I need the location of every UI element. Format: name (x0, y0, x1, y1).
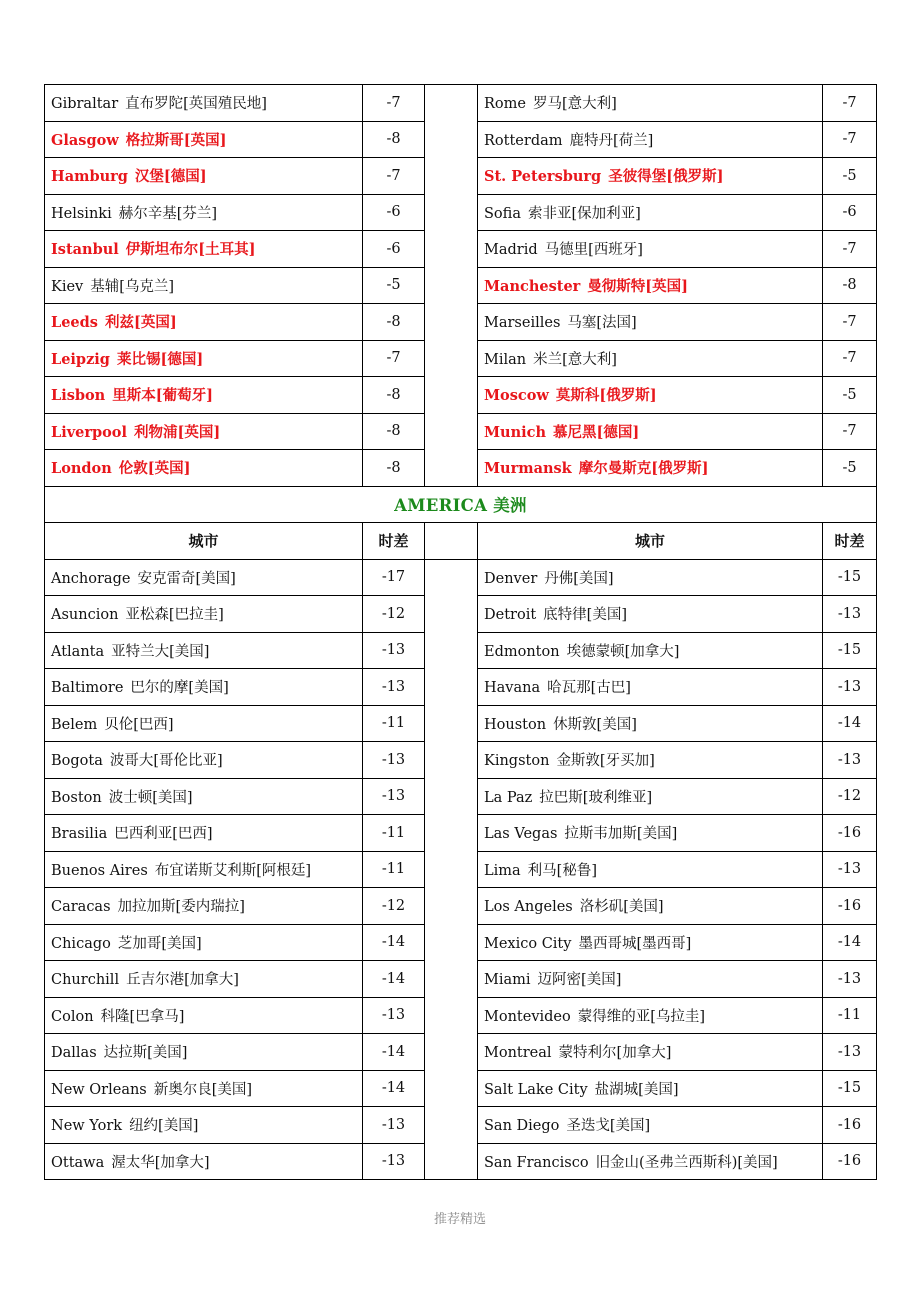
time-diff-right: -13 (823, 742, 877, 779)
table-row (45, 961, 877, 998)
table-row (45, 559, 877, 596)
city-name-en: Havana (484, 680, 541, 697)
time-diff-left: -13 (363, 778, 425, 815)
city-cell-right (478, 377, 823, 414)
city-name-cn: 米兰[意大利] (533, 351, 617, 368)
city-name-cn: 莱比锡[德国] (116, 350, 204, 368)
spacer-cell (425, 997, 478, 1034)
city-name-en: Atlanta (51, 643, 105, 660)
city-cell-left (45, 194, 363, 231)
city-name-cn: 汉堡[德国] (134, 168, 207, 186)
time-diff-left: -13 (363, 1143, 425, 1180)
city-name-en: Hamburg (51, 168, 128, 186)
city-cell-left (45, 778, 363, 815)
city-name-en: Belem (51, 716, 98, 733)
city-name-en: Las Vegas (484, 826, 558, 843)
city-name-en: Kingston (484, 753, 550, 770)
city-name-en: Rotterdam (484, 132, 563, 149)
city-cell-right (478, 961, 823, 998)
city-name-cn: 伦敦[英国] (118, 460, 191, 478)
time-diff-left: -11 (363, 815, 425, 852)
city-name-en: Baltimore (51, 680, 124, 697)
city-cell-left (45, 231, 363, 268)
city-cell-left (45, 304, 363, 341)
spacer-cell (425, 742, 478, 779)
time-diff-right: -7 (823, 304, 877, 341)
spacer-cell (425, 815, 478, 852)
time-diff-left: -7 (363, 85, 425, 122)
time-diff-left: -8 (363, 450, 425, 487)
city-name-cn: 拉斯韦加斯[美国] (564, 826, 678, 843)
city-name-cn: 迈阿密[美国] (537, 972, 622, 989)
table-row (45, 194, 877, 231)
table-row (45, 121, 877, 158)
city-cell-left (45, 1107, 363, 1144)
city-name-cn: 鹿特丹[荷兰] (569, 132, 654, 149)
city-name-en: Boston (51, 789, 102, 806)
city-cell-right (478, 1143, 823, 1180)
city-name-cn: 索非亚[保加利亚] (527, 205, 641, 222)
spacer-cell (425, 1143, 478, 1180)
city-name-cn: 亚特兰大[美国] (111, 643, 210, 660)
time-diff-right: -15 (823, 1070, 877, 1107)
city-name-cn: 渥太华[加拿大] (111, 1154, 210, 1171)
city-name-cn: 直布罗陀[英国殖民地] (125, 96, 267, 113)
city-cell-right (478, 121, 823, 158)
city-name-en: New Orleans (51, 1081, 147, 1098)
spacer-cell (425, 377, 478, 414)
city-cell-right (478, 85, 823, 122)
city-name-en: Colon (51, 1008, 94, 1025)
city-cell-left (45, 450, 363, 487)
city-name-cn: 亚松森[巴拉圭] (125, 607, 224, 624)
city-name-cn: 盐湖城[美国] (594, 1081, 679, 1098)
spacer-cell (425, 559, 478, 596)
time-diff-left: -6 (363, 194, 425, 231)
section-title-row (45, 486, 877, 523)
city-cell-left (45, 997, 363, 1034)
time-diff-right: -13 (823, 1034, 877, 1071)
city-name-cn: 波士顿[美国] (108, 789, 193, 806)
city-name-en: Brasilia (51, 826, 108, 843)
city-name-cn: 科隆[巴拿马] (100, 1008, 185, 1025)
table-row (45, 1070, 877, 1107)
city-cell-right (478, 231, 823, 268)
time-diff-right: -15 (823, 632, 877, 669)
city-cell-left (45, 1070, 363, 1107)
city-name-cn: 摩尔曼斯克[俄罗斯] (578, 460, 709, 478)
city-cell-right (478, 705, 823, 742)
spacer-cell (425, 669, 478, 706)
time-diff-right: -16 (823, 1107, 877, 1144)
city-cell-left (45, 924, 363, 961)
time-diff-right: -7 (823, 413, 877, 450)
header-diff-right: 时差 (823, 523, 877, 560)
city-name-cn: 洛杉矶[美国] (579, 899, 664, 916)
time-diff-left: -7 (363, 340, 425, 377)
time-diff-left: -5 (363, 267, 425, 304)
city-cell-left (45, 705, 363, 742)
spacer-cell (425, 1107, 478, 1144)
city-name-en: Marseilles (484, 315, 561, 332)
time-diff-left: -12 (363, 596, 425, 633)
city-name-cn: 利马[秘鲁] (527, 862, 597, 879)
time-diff-left: -13 (363, 997, 425, 1034)
city-name-cn: 伊斯坦布尔[土耳其] (125, 241, 256, 259)
city-name-en: Denver (484, 570, 538, 587)
table-row (45, 450, 877, 487)
table-row (45, 340, 877, 377)
time-diff-left: -13 (363, 742, 425, 779)
city-name-en: Montreal (484, 1045, 552, 1062)
city-name-cn: 曼彻斯特[英国] (587, 277, 689, 295)
city-name-cn: 达拉斯[美国] (103, 1045, 188, 1062)
table-row (45, 888, 877, 925)
spacer-cell (425, 450, 478, 487)
header-city-left: 城市 (45, 523, 363, 560)
city-cell-left (45, 85, 363, 122)
city-name-en: St. Petersburg (484, 168, 602, 186)
city-name-cn: 墨西哥城[墨西哥] (578, 935, 692, 952)
city-name-cn: 丹佛[美国] (544, 570, 614, 587)
city-cell-right (478, 267, 823, 304)
time-diff-left: -6 (363, 231, 425, 268)
city-name-en: Madrid (484, 242, 538, 259)
timezone-table (44, 84, 877, 1180)
table-row (45, 997, 877, 1034)
city-name-en: London (51, 460, 112, 478)
table-row (45, 632, 877, 669)
time-diff-right: -14 (823, 924, 877, 961)
city-name-en: San Diego (484, 1118, 560, 1135)
city-cell-right (478, 158, 823, 195)
time-diff-right: -7 (823, 340, 877, 377)
spacer-cell (425, 924, 478, 961)
spacer-cell (425, 267, 478, 304)
city-cell-right (478, 632, 823, 669)
time-diff-right: -8 (823, 267, 877, 304)
time-diff-left: -14 (363, 961, 425, 998)
time-diff-left: -8 (363, 377, 425, 414)
city-name-cn: 马德里[西班牙] (544, 242, 643, 259)
time-diff-right: -13 (823, 851, 877, 888)
section-title-america: AMERICA 美洲 (45, 486, 877, 523)
time-diff-right: -13 (823, 961, 877, 998)
table-row (45, 1034, 877, 1071)
table-row (45, 815, 877, 852)
time-diff-right: -11 (823, 997, 877, 1034)
time-diff-right: -6 (823, 194, 877, 231)
city-cell-right (478, 413, 823, 450)
table-row (45, 85, 877, 122)
table-row (45, 413, 877, 450)
city-name-en: Helsinki (51, 205, 112, 222)
city-name-cn: 波哥大[哥伦比亚] (109, 753, 223, 770)
spacer-cell (425, 340, 478, 377)
city-name-en: Churchill (51, 972, 120, 989)
spacer-cell (425, 888, 478, 925)
city-cell-left (45, 377, 363, 414)
table-row (45, 267, 877, 304)
time-diff-left: -13 (363, 669, 425, 706)
city-name-cn: 加拉加斯[委内瑞拉] (117, 899, 245, 916)
table-row (45, 377, 877, 414)
header-spacer (425, 523, 478, 560)
city-name-cn: 新奥尔良[美国] (153, 1081, 253, 1098)
city-name-cn: 圣彼得堡[俄罗斯] (608, 168, 724, 186)
table-row (45, 705, 877, 742)
spacer-cell (425, 231, 478, 268)
table-row (45, 1107, 877, 1144)
city-name-en: Asuncion (51, 607, 119, 624)
city-name-en: Caracas (51, 899, 111, 916)
table-row (45, 304, 877, 341)
city-name-en: Kiev (51, 278, 84, 295)
spacer-cell (425, 961, 478, 998)
city-name-en: Miami (484, 972, 531, 989)
time-diff-right: -7 (823, 121, 877, 158)
page-footer: 推荐精选 (433, 1212, 486, 1227)
city-name-en: New York (51, 1118, 123, 1135)
city-cell-left (45, 267, 363, 304)
city-cell-right (478, 1107, 823, 1144)
city-cell-right (478, 1070, 823, 1107)
time-diff-left: -11 (363, 851, 425, 888)
time-diff-left: -8 (363, 121, 425, 158)
city-cell-right (478, 1034, 823, 1071)
city-cell-left (45, 888, 363, 925)
spacer-cell (425, 413, 478, 450)
city-name-cn: 赫尔辛基[芬兰] (118, 205, 218, 222)
city-name-en: Moscow (484, 387, 549, 405)
city-name-en: Bogota (51, 753, 103, 770)
city-cell-right (478, 997, 823, 1034)
city-name-en: Sofia (484, 205, 521, 222)
time-diff-right: -16 (823, 815, 877, 852)
spacer-cell (425, 121, 478, 158)
spacer-cell (425, 304, 478, 341)
time-diff-left: -8 (363, 304, 425, 341)
city-name-cn: 罗马[意大利] (532, 96, 617, 113)
city-cell-left (45, 596, 363, 633)
city-name-en: Milan (484, 351, 527, 368)
time-diff-left: -13 (363, 1107, 425, 1144)
table-row (45, 596, 877, 633)
city-name-cn: 里斯本[葡萄牙] (112, 387, 213, 405)
spacer-cell (425, 778, 478, 815)
time-diff-left: -14 (363, 924, 425, 961)
city-name-en: Anchorage (51, 570, 131, 587)
city-name-cn: 纽约[美国] (129, 1118, 199, 1135)
city-name-en: Dallas (51, 1045, 97, 1062)
city-cell-right (478, 596, 823, 633)
city-name-en: Ottawa (51, 1154, 105, 1171)
city-name-cn: 巴西利亚[巴西] (114, 826, 213, 843)
city-name-cn: 金斯敦[牙买加] (556, 753, 655, 770)
city-name-cn: 哈瓦那[古巴] (547, 680, 631, 697)
city-name-en: Los Angeles (484, 899, 573, 916)
city-cell-left (45, 340, 363, 377)
city-cell-right (478, 669, 823, 706)
city-name-cn: 圣迭戈[美国] (566, 1118, 651, 1135)
city-cell-right (478, 194, 823, 231)
city-name-cn: 底特律[美国] (543, 607, 627, 624)
timezone-table-body (45, 85, 877, 1180)
time-diff-right: -13 (823, 596, 877, 633)
time-diff-left: -8 (363, 413, 425, 450)
header-diff-left: 时差 (363, 523, 425, 560)
city-cell-right (478, 924, 823, 961)
time-diff-left: -12 (363, 888, 425, 925)
table-row (45, 231, 877, 268)
time-diff-left: -11 (363, 705, 425, 742)
time-diff-right: -16 (823, 888, 877, 925)
city-cell-right (478, 815, 823, 852)
city-name-en: Munich (484, 423, 547, 441)
city-cell-left (45, 121, 363, 158)
spacer-cell (425, 194, 478, 231)
table-row (45, 924, 877, 961)
city-name-cn: 莫斯科[俄罗斯] (555, 387, 657, 405)
city-name-cn: 蒙得维的亚[乌拉圭] (577, 1008, 706, 1025)
city-name-en: Edmonton (484, 643, 560, 660)
city-cell-left (45, 669, 363, 706)
city-name-en: Leeds (51, 314, 98, 332)
city-name-en: Mexico City (484, 935, 572, 952)
header-city-right: 城市 (478, 523, 823, 560)
city-name-en: Montevideo (484, 1008, 571, 1025)
city-cell-right (478, 304, 823, 341)
city-cell-right (478, 559, 823, 596)
city-cell-left (45, 961, 363, 998)
time-diff-right: -5 (823, 377, 877, 414)
table-row (45, 778, 877, 815)
city-name-en: Glasgow (51, 131, 119, 149)
city-name-cn: 马塞[法国] (567, 315, 637, 332)
city-name-en: Houston (484, 716, 547, 733)
spacer-cell (425, 705, 478, 742)
time-diff-right: -13 (823, 669, 877, 706)
city-name-en: Istanbul (51, 241, 119, 259)
time-diff-right: -7 (823, 231, 877, 268)
city-cell-left (45, 1143, 363, 1180)
spacer-cell (425, 1070, 478, 1107)
city-name-en: Lima (484, 862, 521, 879)
city-name-en: Salt Lake City (484, 1081, 588, 1098)
city-name-cn: 芝加哥[美国] (117, 935, 202, 952)
spacer-cell (425, 632, 478, 669)
city-name-en: Lisbon (51, 387, 106, 405)
city-name-en: Liverpool (51, 423, 127, 441)
city-name-cn: 利物浦[英国] (133, 423, 221, 441)
city-cell-right (478, 742, 823, 779)
city-name-en: San Francisco (484, 1154, 589, 1171)
city-name-cn: 利兹[英国] (104, 314, 177, 332)
time-diff-right: -5 (823, 158, 877, 195)
city-name-en: Detroit (484, 607, 537, 624)
time-diff-left: -17 (363, 559, 425, 596)
spacer-cell (425, 596, 478, 633)
city-cell-left (45, 413, 363, 450)
city-cell-left (45, 815, 363, 852)
city-name-cn: 拉巴斯[玻利维亚] (539, 789, 653, 806)
city-cell-left (45, 742, 363, 779)
city-name-en: Chicago (51, 935, 111, 952)
time-diff-left: -13 (363, 632, 425, 669)
column-header-row (45, 523, 877, 560)
spacer-cell (425, 158, 478, 195)
city-cell-right (478, 851, 823, 888)
city-name-cn: 蒙特利尔[加拿大] (558, 1045, 672, 1062)
time-diff-right: -12 (823, 778, 877, 815)
time-diff-right: -14 (823, 705, 877, 742)
city-cell-right (478, 778, 823, 815)
city-name-cn: 巴尔的摩[美国] (130, 680, 229, 697)
city-name-cn: 布宜诺斯艾利斯[阿根廷] (154, 862, 312, 879)
table-row (45, 742, 877, 779)
city-name-cn: 丘吉尔港[加拿大] (126, 972, 239, 989)
city-cell-right (478, 888, 823, 925)
city-name-en: Gibraltar (51, 96, 119, 113)
city-name-en: Buenos Aires (51, 862, 148, 879)
time-diff-left: -14 (363, 1070, 425, 1107)
city-name-cn: 安克雷奇[美国] (137, 570, 236, 587)
city-cell-left (45, 559, 363, 596)
city-name-en: La Paz (484, 789, 533, 806)
city-cell-right (478, 450, 823, 487)
city-name-cn: 埃德蒙顿[加拿大] (566, 643, 680, 660)
city-cell-left (45, 851, 363, 888)
table-row (45, 669, 877, 706)
city-name-en: Rome (484, 96, 526, 113)
city-cell-left (45, 158, 363, 195)
time-diff-right: -16 (823, 1143, 877, 1180)
city-name-en: Leipzig (51, 350, 110, 368)
city-name-cn: 格拉斯哥[英国] (125, 131, 227, 149)
city-name-en: Manchester (484, 277, 581, 295)
city-cell-left (45, 1034, 363, 1071)
table-row (45, 158, 877, 195)
city-name-cn: 慕尼黑[德国] (553, 423, 640, 441)
city-name-cn: 贝伦[巴西] (104, 716, 174, 733)
time-diff-right: -5 (823, 450, 877, 487)
time-diff-left: -14 (363, 1034, 425, 1071)
city-cell-left (45, 632, 363, 669)
city-name-cn: 旧金山(圣弗兰西斯科)[美国] (595, 1154, 778, 1171)
table-row (45, 1143, 877, 1180)
city-name-cn: 基辅[乌克兰] (90, 278, 175, 295)
spacer-cell (425, 85, 478, 122)
spacer-cell (425, 851, 478, 888)
time-diff-right: -15 (823, 559, 877, 596)
city-name-cn: 休斯敦[美国] (553, 716, 637, 733)
spacer-cell (425, 1034, 478, 1071)
time-diff-right: -7 (823, 85, 877, 122)
time-diff-left: -7 (363, 158, 425, 195)
city-name-en: Murmansk (484, 460, 572, 478)
table-row (45, 851, 877, 888)
city-cell-right (478, 340, 823, 377)
